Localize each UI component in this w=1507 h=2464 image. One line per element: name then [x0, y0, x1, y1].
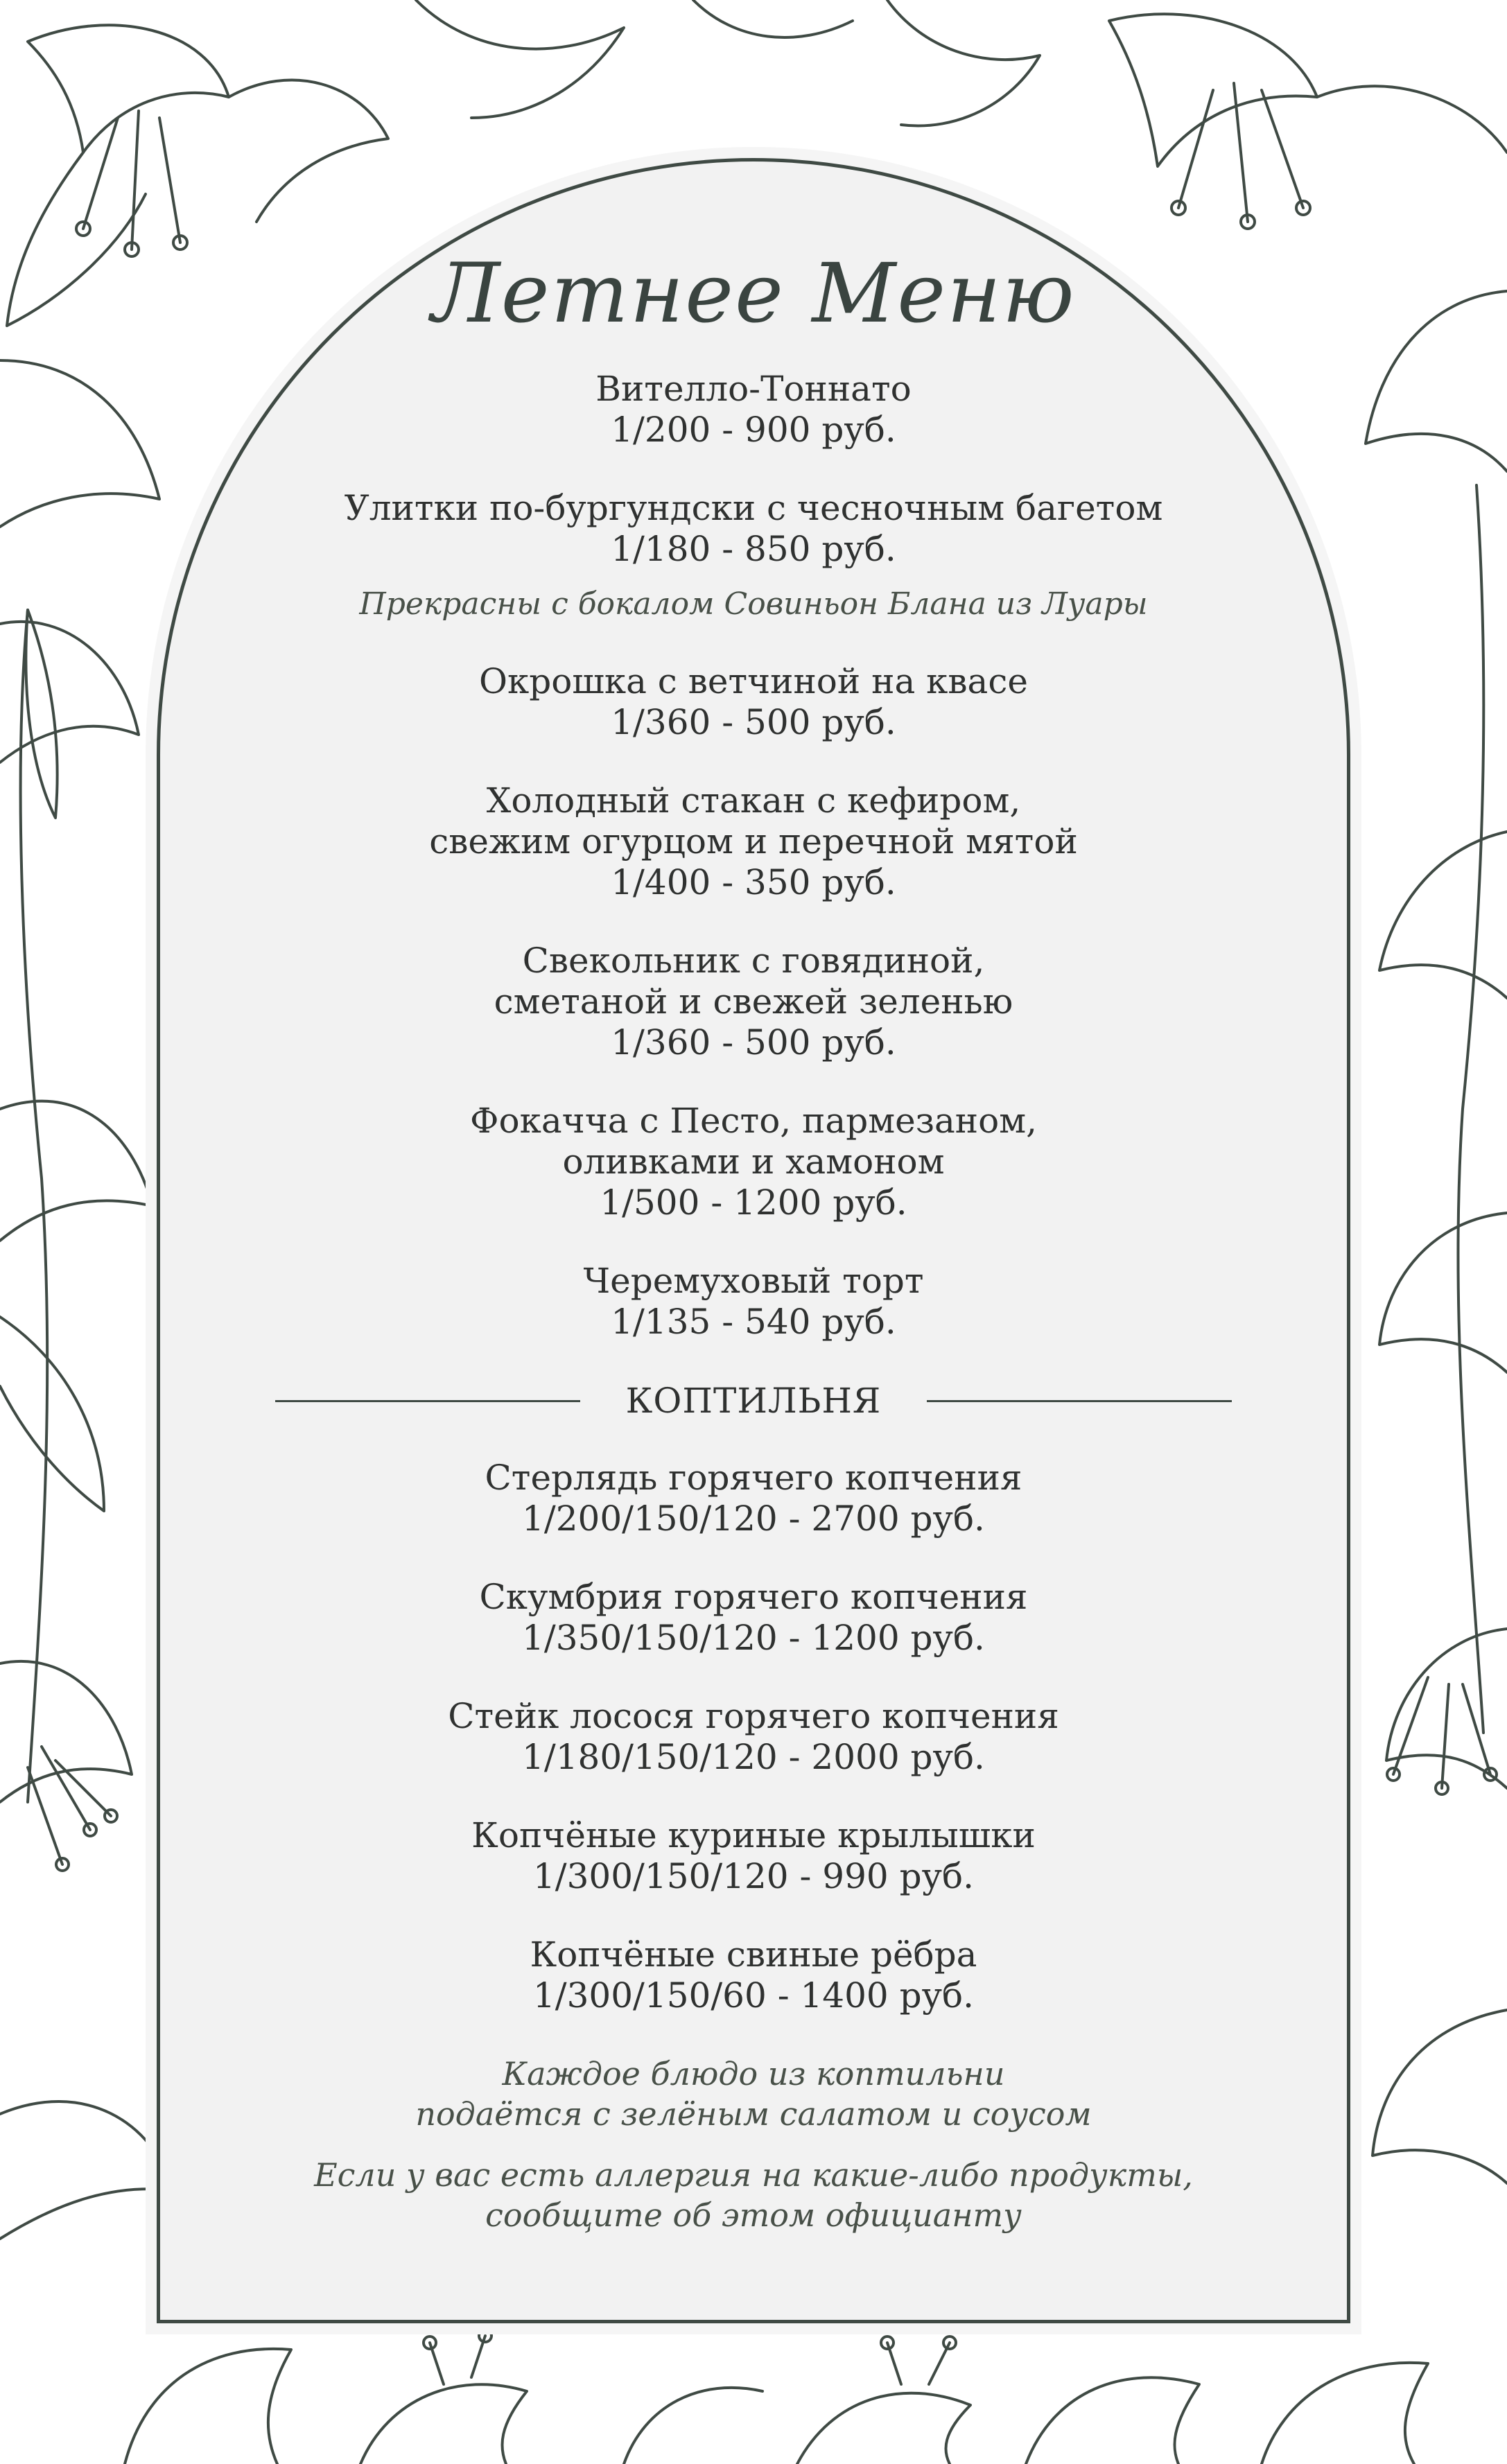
- menu-item-price: 1/180 - 850 руб.: [611, 529, 896, 569]
- smokehouse-heading: КОПТИЛЬНЯ: [625, 1381, 882, 1421]
- footnote-line: Каждое блюдо из коптильни: [502, 2055, 1005, 2092]
- allergy-footnote: [157, 2155, 1350, 2235]
- footnote-line: сообщите об этом официанту: [485, 2196, 1022, 2234]
- menu-item-price: 1/200/150/120 - 2700 руб.: [522, 1499, 985, 1539]
- menu-item-price: 1/300/150/60 - 1400 руб.: [532, 1975, 975, 2016]
- menu-content: [157, 158, 1350, 2256]
- menu-item: [157, 1458, 1350, 1539]
- menu-item: [157, 488, 1350, 624]
- smokehouse-footnote: [157, 2054, 1350, 2134]
- menu-item: [157, 1261, 1350, 1343]
- divider-line-right: [927, 1400, 1232, 1402]
- menu-item-name: Свекольник с говядиной,: [522, 941, 985, 981]
- footnote-line: Если у вас есть аллергия на какие-либо продукты,: [314, 2156, 1193, 2194]
- menu-item-name: Копчёные куриные крылышки: [471, 1815, 1036, 1855]
- menu-item: [157, 1815, 1350, 1897]
- menu-item-name: Улитки по-бургундски с чесночным багетом: [344, 488, 1163, 528]
- menu-item-name: сметаной и свежей зеленью: [494, 981, 1013, 1022]
- menu-item-price: 1/350/150/120 - 1200 руб.: [522, 1618, 985, 1658]
- menu-item-price: 1/360 - 500 руб.: [611, 702, 896, 742]
- menu-item-name: оливками и хамоном: [562, 1142, 945, 1182]
- menu-item-price: 1/360 - 500 руб.: [611, 1022, 896, 1063]
- menu-item: [157, 1101, 1350, 1223]
- menu-item-name: Скумбрия горячего копчения: [479, 1577, 1028, 1617]
- menu-item: [157, 941, 1350, 1063]
- menu-item-price: 1/200 - 900 руб.: [611, 410, 896, 450]
- menu-item: [157, 661, 1350, 743]
- menu-item-price: 1/500 - 1200 руб.: [600, 1182, 907, 1223]
- menu-item: [157, 1934, 1350, 2016]
- menu-items: [157, 369, 1350, 1343]
- menu-item: [157, 1696, 1350, 1778]
- smokehouse-items: [157, 1458, 1350, 2016]
- menu-title: Летнее Меню: [431, 245, 1076, 341]
- menu-item-price: 1/180/150/120 - 2000 руб.: [522, 1737, 985, 1777]
- menu-item-name: Копчёные свиные рёбра: [530, 1934, 977, 1975]
- menu-item-note: Прекрасны с бокалом Совиньон Блана из Луары: [359, 586, 1148, 622]
- menu-item-name: Стерлядь горячего копчения: [485, 1458, 1022, 1498]
- menu-item-name: Окрошка с ветчиной на квасе: [479, 661, 1028, 701]
- divider-line-left: [275, 1400, 580, 1402]
- menu-item-name: Фокачча с Песто, пармезаном,: [469, 1101, 1038, 1141]
- menu-item-name: Холодный стакан с кефиром,: [486, 780, 1021, 821]
- menu-item-name: Черемуховый торт: [583, 1261, 924, 1301]
- menu-item-price: 1/135 - 540 руб.: [611, 1302, 896, 1342]
- menu-item-name: Стейк лосося горячего копчения: [448, 1696, 1059, 1736]
- menu-item-name: Вителло-Тоннато: [595, 369, 912, 409]
- smokehouse-divider: [157, 1380, 1350, 1422]
- menu-item: [157, 369, 1350, 451]
- footnote-line: подаётся с зелёным салатом и соусом: [415, 2095, 1092, 2133]
- menu-item: [157, 780, 1350, 903]
- menu-item-price: 1/300/150/120 - 990 руб.: [532, 1856, 975, 1896]
- menu-item-name: свежим огурцом и перечной мятой: [429, 821, 1078, 862]
- menu-item: [157, 1577, 1350, 1659]
- menu-item-price: 1/400 - 350 руб.: [611, 862, 896, 902]
